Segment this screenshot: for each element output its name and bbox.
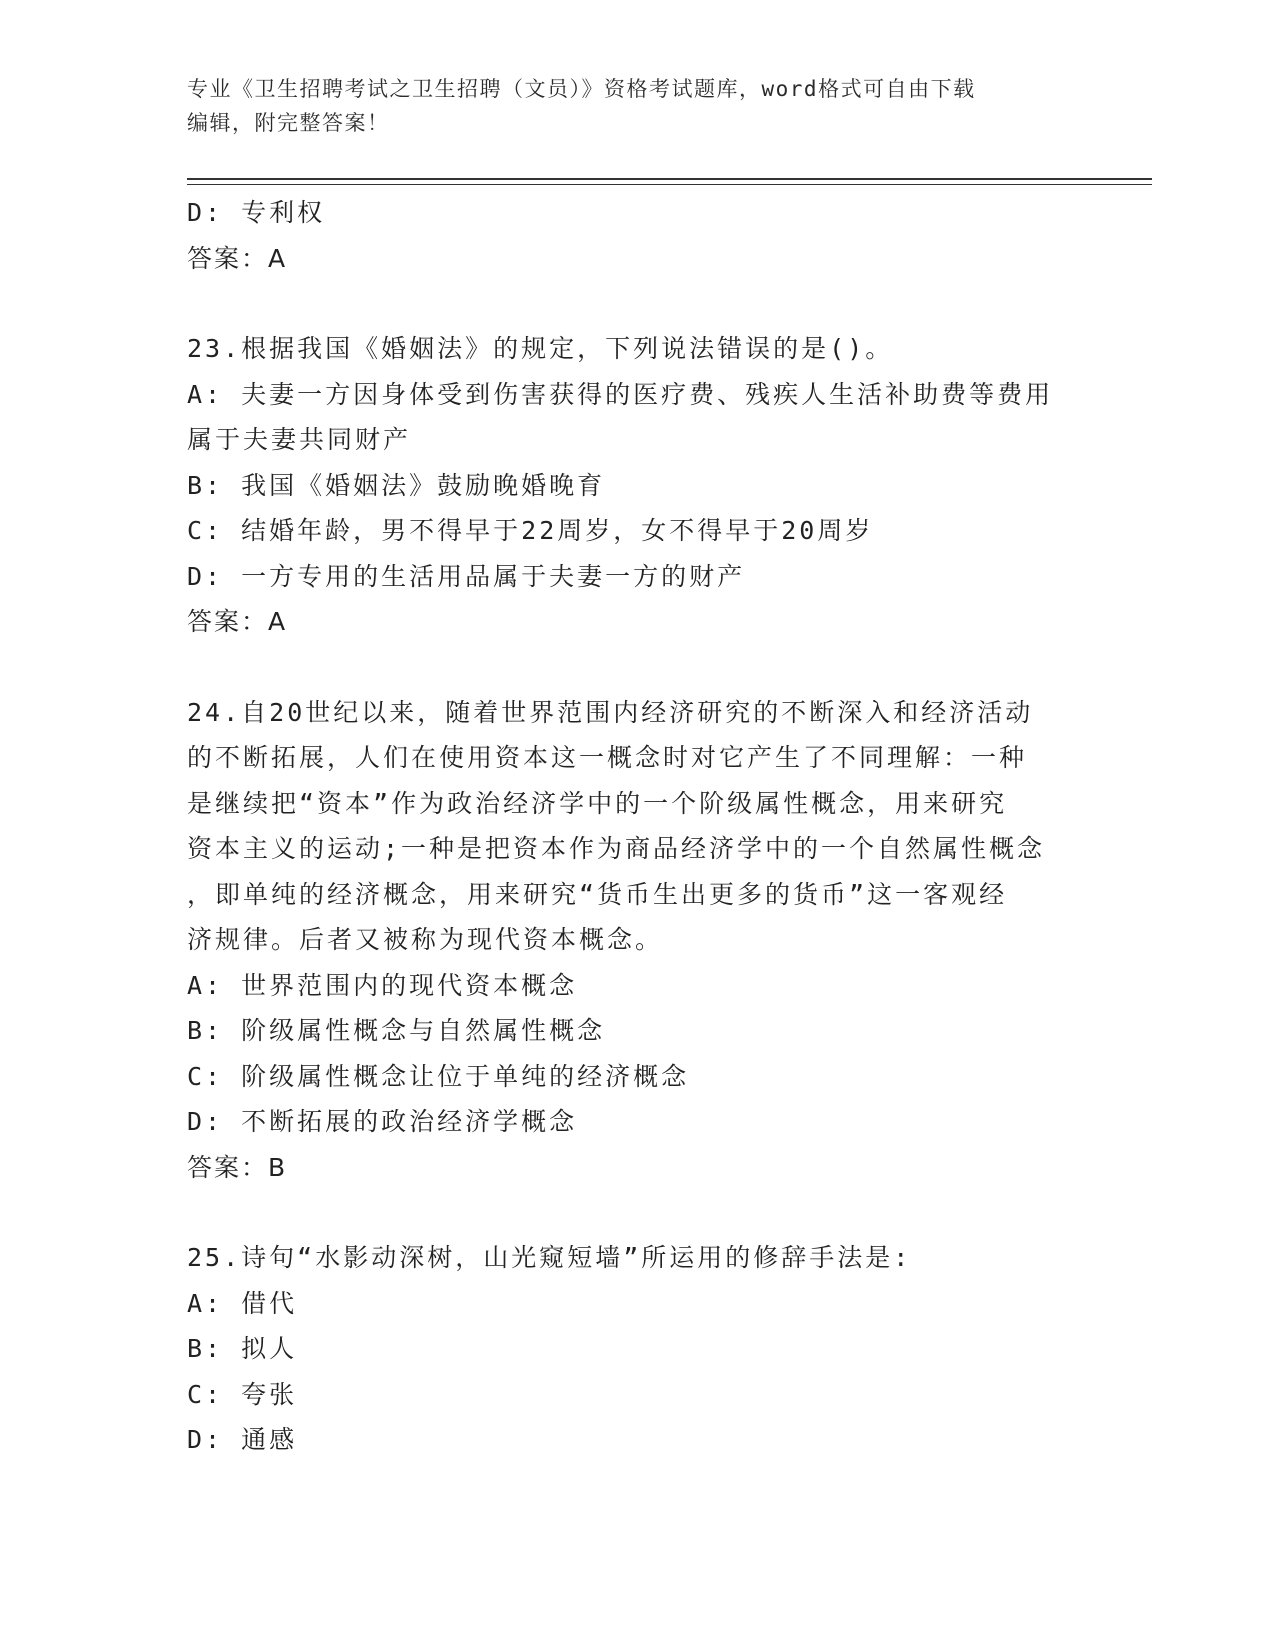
question-content (187, 190, 1087, 1463)
option-d: D: 一方专用的生活用品属于夫妻一方的财产 (187, 561, 746, 591)
question-stem-line-3: 是继续把“资本”作为政治经济学中的一个阶级属性概念，用来研究 (187, 788, 1008, 818)
question-24 (187, 690, 1087, 1191)
option-c: C: 阶级属性概念让位于单纯的经济概念 (187, 1061, 690, 1091)
option-b: B: 阶级属性概念与自然属性概念 (187, 1016, 606, 1045)
option-a-continued: 属于夫妻共同财产 (187, 425, 412, 454)
question-23 (187, 326, 1087, 645)
option-d: D: 专利权 (187, 198, 326, 227)
option-a: A: 夫妻一方因身体受到伤害获得的医疗费、残疾人生活补助费等费用 (187, 379, 1054, 409)
header-line-1: 专业《卫生招聘考试之卫生招聘（文员）》资格考试题库，word格式可自由下载 (187, 77, 976, 101)
answer-line: 答案：A (187, 243, 288, 273)
option-b: B: 我国《婚姻法》鼓励晚婚晚育 (187, 470, 606, 500)
option-d: D: 通感 (187, 1425, 298, 1454)
spacer (187, 645, 1087, 690)
question-stem-line-5: ，即单纯的经济概念，用来研究“货币生出更多的货币”这一客观经 (187, 879, 1008, 909)
question-stem: 23.根据我国《婚姻法》的规定，下列说法错误的是()。 (187, 334, 894, 363)
option-a: A: 借代 (187, 1288, 298, 1318)
option-a: A: 世界范围内的现代资本概念 (187, 970, 578, 1000)
spacer (187, 281, 1087, 326)
header-line-2: 编辑，附完整答案！ (187, 111, 390, 135)
answer-line: 答案：A (187, 607, 288, 636)
previous-question-tail (187, 190, 1087, 281)
question-stem-line-2: 的不断拓展，人们在使用资本这一概念时对它产生了不同理解：一种 (187, 743, 1028, 772)
header-divider-thin (187, 184, 1152, 185)
option-b: B: 拟人 (187, 1334, 298, 1363)
option-c: C: 结婚年龄，男不得早于22周岁，女不得早于20周岁 (187, 516, 874, 545)
question-stem-line-4: 资本主义的运动;一种是把资本作为商品经济学中的一个自然属性概念 (187, 834, 1046, 863)
question-stem-line-6: 济规律。后者又被称为现代资本概念。 (187, 925, 664, 954)
option-c: C: 夸张 (187, 1379, 298, 1409)
question-stem: 25.诗句“水影动深树，山光窥短墙”所运用的修辞手法是: (187, 1243, 912, 1272)
page-header (187, 72, 1067, 140)
option-d: D: 不断拓展的政治经济学概念 (187, 1107, 578, 1136)
answer-line: 答案：B (187, 1152, 288, 1182)
spacer (187, 1190, 1087, 1235)
question-stem-line-1: 24.自20世纪以来，随着世界范围内经济研究的不断深入和经济活动 (187, 697, 1034, 727)
question-25 (187, 1235, 1087, 1463)
header-divider-thick (187, 178, 1152, 180)
